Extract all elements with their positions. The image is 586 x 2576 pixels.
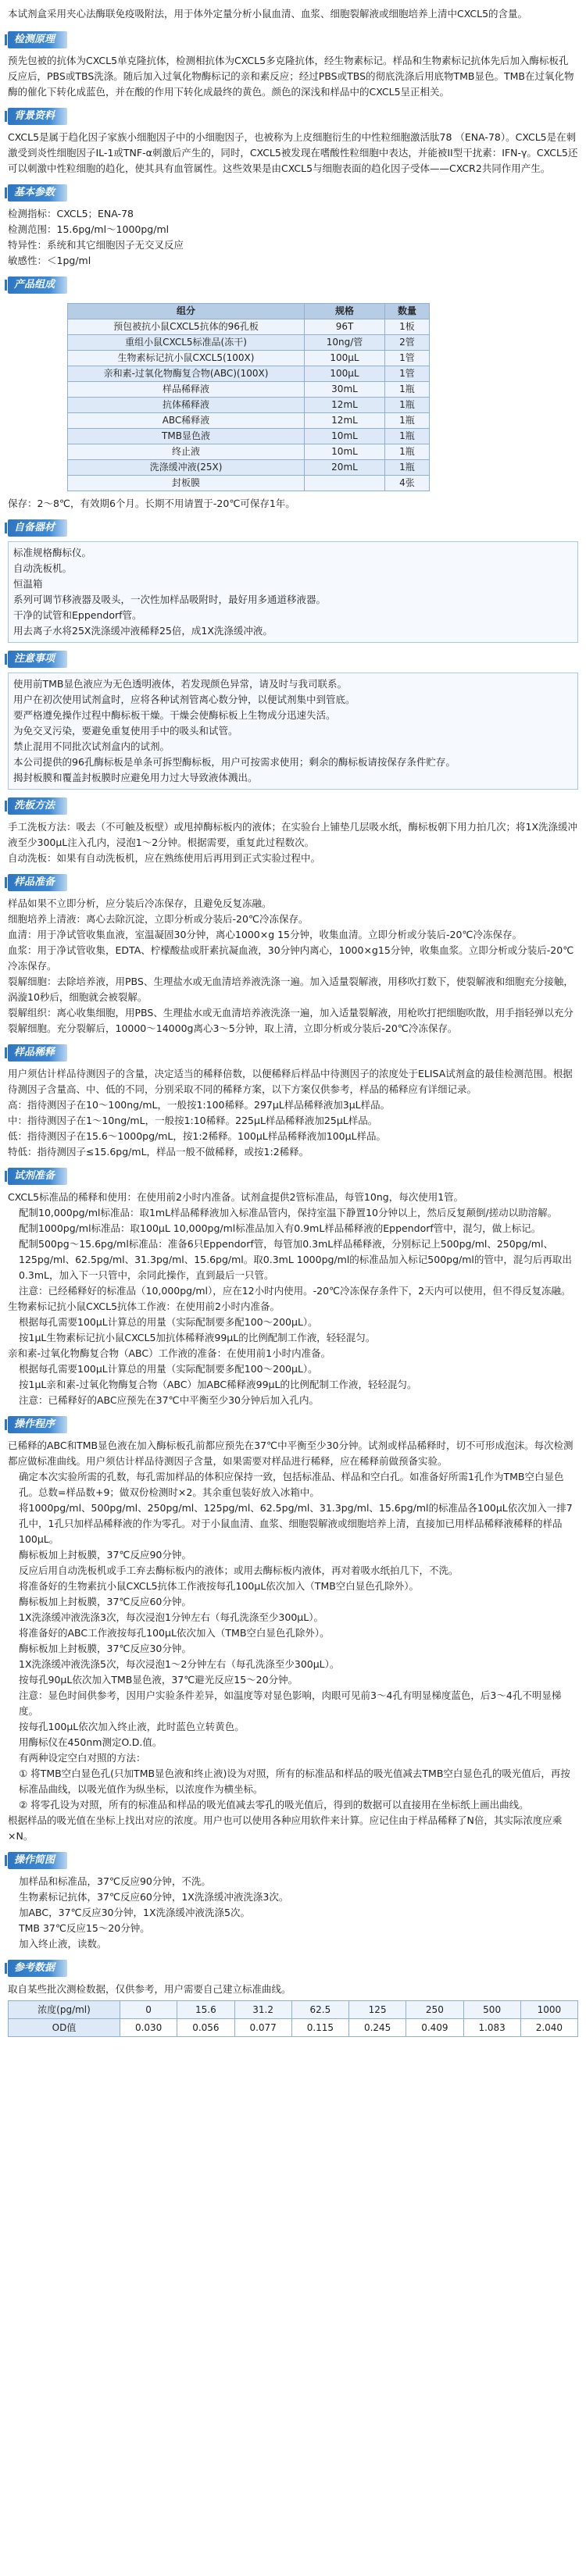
table-cell: 0.030 [120,2019,177,2037]
table-cell: 0 [120,2001,177,2019]
summary-line: 生物素标记抗体，37℃反应60分钟，1X洗涤缓冲液洗涤3次。 [19,1891,289,1903]
section-notes [8,643,578,790]
component-name: 封板膜 [68,476,305,491]
reagent-line: 亲和素-过氧化物酶复合物（ABC）工作液的准备：在使用前1小时内准备。 [8,1347,331,1359]
table-cell: 2.040 [520,2019,577,2037]
basic-line: 特异性：系统和其它细胞因子无交叉反应 [8,239,184,251]
sample-line: 血浆：用于净试管收集，EDTA、柠檬酸盐或肝素抗凝血液，30分钟内离心，1000×g15分钟，收集血浆。立即分析或分装后-20℃冷冻保存。 [8,944,574,972]
background-line: CXCL5是属于趋化因子家族小细胞因子中的小细胞因子，也被称为上皮细胞衍生的中性粒细胞激活肽78 （ENA-78）。CXCL5是在刺激受到炎性细胞因子IL-1或TNF-α刺激后产生的，同时，CXCL5被发现在嗜酸性粒细胞中表达，并能被II型干扰素：IFN-γ。CXCL5还可以刺激中性粒细胞的趋化，使其具有血管属性。这些效果是由CXCL5与细胞表面的趋化因子受体——CXCR2共同作用产生。 [8,131,578,174]
sample-line: 血清：用于净试管收集血液，室温凝固30分钟，离心1000×g 15分钟，收集血清。立即分析或分装后-20℃冷冻保存。 [8,929,522,940]
equipment-line: 恒温箱 [13,578,43,590]
section-title-reagents: 试剂准备 [8,1168,67,1185]
components-table [67,303,430,491]
section-title-dilution: 样品稀释 [8,1044,67,1061]
column-header: 组分 [68,304,305,319]
reagent-line: 配制1000pg/ml标准品：取100μL 10,000pg/ml标准品加入有0.9mL样品稀释液的Eppendorf管中，混匀，做上标记。 [19,1222,541,1234]
sample-line: 样品如果不立即分析，应分装后冷冻保存，且避免反复冻融。 [8,897,272,909]
procedure-line: 将1000pg/ml、500pg/ml、250pg/ml、125pg/ml、62.5pg/ml、31.3pg/ml、15.6pg/ml的标准品各100μL依次加入一排7孔中，1孔只加样品稀释液的作为零孔。对于小鼠血清、血浆、细胞裂解液或细胞培养上清，直接加已用样品稀释液稀释的样品100μL。 [19,1502,573,1545]
section-procedure [8,1408,578,1844]
table-row [68,351,430,366]
procedure-line: 1X洗涤缓冲液洗涤5次，每次浸泡1～2分钟左右（每孔洗涤至少300μL）。 [19,1658,340,1670]
section-title-notes: 注意事项 [8,651,67,668]
dilution-body [8,1066,578,1160]
procedure-line: 按每孔100μL依次加入终止液，此时蓝色立转黄色。 [19,1721,245,1732]
procedure-line: 将准备好的ABC工作液按每孔100μL依次加入（TMB空白显色孔除外）。 [19,1627,330,1639]
equipment-line: 用去离子水将25X洗涤缓冲液稀释25倍，成1X洗涤缓冲液。 [13,625,273,637]
equipment-line: 标准规格酶标仪。 [13,547,92,558]
intro-text: 本试剂盒采用夹心法酶联免疫吸附法，用于体外定量分析小鼠血清、血浆、细胞裂解液或细胞培养上清中CXCL5的含量。 [8,8,528,20]
component-name: 洗涤缓冲液(25X) [68,460,305,476]
sample-line: 裂解组织：离心收集细胞，用PBS、生理盐水或无血清培养液洗涤一遍，加入适量裂解液，用枪吹打把细胞吹散，用手指轻弹以充分裂解细胞。充分裂解后，10000～14000g离心3～5分钟，取上清，立即分析或分装后-20℃冷冻保存。 [8,1007,573,1034]
reference-note: 取自某些批次测检数据，仅供参考，用户需要自己建立标准曲线。 [8,1983,291,1995]
procedure-line: 用酶标仪在450nm测定O.D.值。 [19,1736,163,1748]
section-summary [8,1844,578,1952]
component-qty: 1瓶 [385,382,430,398]
procedure-line: 根据样品的吸光值在坐标上找出对应的浓度。用户也可以使用各种应用软件来计算。应记住由于样品稀释了N倍，其实际浓度应乘×N。 [8,1814,563,1842]
component-qty: 1瓶 [385,444,430,460]
sample-line: 裂解细胞：去除培养液，用PBS、生理盐水或无血清培养液洗涤一遍。加入适量裂解液，用移吹打数下，使裂解液和细胞充分接触，涡漩10秒后，细胞就会被裂解。 [8,976,573,1003]
table-cell: 31.2 [234,2001,291,2019]
section-title-washing: 洗板方法 [8,797,67,815]
procedure-line: 酶标板加上封板膜，37℃反应60分钟。 [19,1596,191,1607]
section-title-reference: 参考数据 [8,1960,67,1977]
component-spec: 12mL [305,398,385,413]
component-name: 亲和素-过氧化物酶复合物(ABC)(100X) [68,366,305,382]
table-row [68,460,430,476]
reagent-line: 注意：已经稀释好的标准品（10,000pg/ml），应在12小时内使用。-20℃冷冻保存条件下，2天内可以使用，但不得反复冻融。 [19,1285,571,1297]
procedure-line: ② 将零孔设为对照，所有的标准品和样品的吸光值减去零孔的吸光值后，得到的数据可以直接用在坐标纸上画出曲线。 [19,1799,529,1811]
equipment-line: 自动洗板机。 [13,562,73,574]
equipment-body [8,541,578,643]
section-title-samples: 样品准备 [8,874,67,891]
procedure-line: 酶标板加上封板膜，37℃反应90分钟。 [19,1549,191,1561]
procedure-line: 有两种设定空白对照的方法： [19,1752,146,1764]
section-principle [8,23,578,100]
table-cell: 62.5 [291,2001,348,2019]
table-cell: 0.245 [349,2019,406,2037]
section-title-background: 背景资料 [8,108,67,125]
table-cell: 0.056 [177,2019,234,2037]
principle-body [8,53,578,100]
washing-body [8,819,578,866]
section-components [8,269,578,512]
note-line: 为免交叉污染，要避免重复使用手中的吸头和试管。 [13,725,238,737]
table-cell: 1000 [520,2001,577,2019]
components-header-row [68,304,430,319]
reagent-line: 按1μL生物素标记抗小鼠CXCL5加抗体稀释液99μL的比例配制工作液，轻轻混匀。 [19,1332,376,1343]
component-spec: 10mL [305,429,385,444]
summary-line: TMB 37℃反应15～20分钟。 [19,1922,150,1934]
component-spec: 100μL [305,366,385,382]
component-qty: 1管 [385,351,430,366]
content [0,6,586,2037]
section-samples [8,866,578,1036]
reagent-line: 生物素标记抗小鼠CXCL5抗体工作液：在使用前2小时内准备。 [8,1300,280,1312]
section-title-summary: 操作简图 [8,1852,67,1869]
component-qty: 1瓶 [385,429,430,444]
column-header: 数量 [385,304,430,319]
summary-body [8,1874,578,1952]
section-reference [8,1952,578,2037]
procedure-line: 按每孔90μL依次加入TMB显色液，37℃避光反应15～20分钟。 [19,1674,298,1686]
table-row [9,2019,578,2037]
table-row [68,444,430,460]
equipment-line: 系列可调节移液器及吸头，一次性加样品吸附时，最好用多通道移液器。 [13,594,327,605]
table-row [68,476,430,491]
table-row [9,2001,578,2019]
component-name: TMB显色液 [68,429,305,444]
section-title-principle: 检测原理 [8,31,67,48]
note-line: 使用前TMB显色液应为无色透明液体，若发现颜色异常，请及时与我司联系。 [13,678,347,690]
summary-line: 加ABC，37℃反应30分钟，1X洗涤缓冲液洗涤5次。 [19,1907,250,1918]
note-line: 用户在初次使用试剂盒时，应将各种试剂管离心数分钟，以便试剂集中到管底。 [13,694,356,705]
summary-line: 加入终止液，读数。 [19,1938,107,1950]
procedure-line: 确定本次实验所需的孔数，每孔需加样品的体积应保持一致，包括标准品、样品和空白孔。如准备好所需1孔作为TMB空白显色孔。总数=样品数+9；做双份检测时×2。其余重包装好放入冰箱中。 [19,1471,564,1498]
notes-body [8,673,578,790]
procedure-body [8,1438,578,1844]
procedure-line: 已稀释的ABC和TMB显色液在加入酶标板孔前都应预先在37℃中平衡至少30分钟。试剂或样品稀释时，切不可形成泡沫。每次检测都应做标准曲线。用户须估计样品待测因子含量，如果需要对样品进行稀释，应在稀释前做预备实验。 [8,1440,573,1467]
component-spec: 96T [305,319,385,335]
section-title-equipment: 自备器材 [8,519,67,537]
reagent-line: 注意：已稀释好的ABC应预先在37℃中平衡至少30分钟后加入孔内。 [19,1394,319,1406]
samples-body [8,896,578,1036]
basic-line: 敏感性：＜1pg/ml [8,255,91,266]
dilution-line: 低：指待测因子在15.6～1000pg/mL，按1:2稀释。100μL样品稀释液加100μL样品。 [8,1130,387,1142]
background-body [8,130,578,177]
basic-line: 检测范围：15.6pg/ml～1000pg/ml [8,223,170,235]
procedure-line: 将准备好的生物素抗小鼠CXCL5抗体工作液按每孔100μL依次加入（TMB空白显色孔除外）。 [19,1580,420,1592]
note-line: 本公司提供的96孔酶标板是单条可拆型酶标板，用户可按需求使用；剩余的酶标板请按保存条件贮存。 [13,756,456,768]
reagent-line: 根据每孔需要100μL计算总的用量（实际配制要多配100～200μL）。 [19,1316,318,1328]
component-qty: 1管 [385,366,430,382]
dilution-line: 用户须估计样品待测因子的含量，决定适当的稀释倍数，以便稀释后样品中待测因子的浓度处于ELISA试剂盒的最佳检测范围。根据待测因子含量高、中、低的不同，分别采取不同的稀释方案，以下方案仅供参考，样品的稀释应有详细记录。 [8,1068,573,1095]
dilution-line: 中：指待测因子在1～10ng/mL，一般按1:10稀释。225μL样品稀释液加25μL样品。 [8,1115,378,1126]
component-spec [305,476,385,491]
section-basic [8,177,578,269]
row-label: OD值 [9,2019,120,2037]
basic-line: 检测指标：CXCL5；ENA-78 [8,208,134,219]
table-row [68,413,430,429]
procedure-line: 反应后用自动洗板机或手工弃去酶标板内的液体；或用去酶标板内液体，再对着吸水纸拍几下，不洗。 [19,1565,459,1576]
summary-line: 加样品和标准品，37℃反应90分钟，不洗。 [19,1875,211,1887]
component-qty: 1瓶 [385,398,430,413]
component-name: 预包被抗小鼠CXCL5抗体的96孔板 [68,319,305,335]
component-name: 终止液 [68,444,305,460]
equipment-line: 干净的试管和Eppendorf管。 [13,609,142,621]
table-row [68,366,430,382]
component-spec: 10ng/管 [305,335,385,351]
section-title-procedure: 操作程序 [8,1416,67,1433]
washing-line: 自动洗板：如果有自动洗板机，应在熟练使用后再用到正式实验过程中。 [8,852,321,864]
component-spec: 30mL [305,382,385,398]
table-row [68,429,430,444]
note-line: 要严格遵免操作过程中酶标板干燥。干燥会使酶标板上生物成分迅速失活。 [13,709,336,721]
table-cell: 0.409 [406,2019,463,2037]
table-row [68,319,430,335]
row-label: 浓度(pg/ml) [9,2001,120,2019]
section-reagents [8,1160,578,1408]
washing-line: 手工洗板方法：吸去（不可触及板壁）或甩掉酶标板内的液体；在实验台上铺垫几层吸水纸，酶标板朝下用力拍几次；将1X洗涤缓冲液至少300μL注入孔内，浸泡1～2分钟。根据需要，重复此过程数次。 [8,821,578,848]
sample-line: 细胞培养上清液：离心去除沉淀，立即分析或分装后-20℃冷冻保存。 [8,913,309,925]
table-row [68,382,430,398]
reagent-line: 按1μL亲和素-过氧化物酶复合物（ABC）加ABC稀释液99μL的比例配制工作液，轻轻混匀。 [19,1379,417,1390]
table-cell: 0.115 [291,2019,348,2037]
component-qty: 2管 [385,335,430,351]
component-name: ABC稀释液 [68,413,305,429]
section-title-components: 产品组成 [8,277,67,294]
table-cell: 1.083 [463,2019,520,2037]
section-washing [8,790,578,866]
table-row [68,335,430,351]
basic-body [8,206,578,269]
table-cell: 125 [349,2001,406,2019]
component-qty: 1瓶 [385,460,430,476]
table-cell: 500 [463,2001,520,2019]
note-line: 禁止混用不同批次试剂盒内的试剂。 [13,740,170,752]
procedure-line: 注意：显色时间供参考，因用户实验条件差异，如温度等对显色影响，肉眼可见前3～4孔有明显梯度蓝色，后3～4孔不明显梯度。 [19,1689,562,1717]
reference-table [8,2000,578,2037]
storage-text: 保存：2～8℃，有效期6个月。长期不用请置于-20℃可保存1年。 [8,498,295,509]
reagent-line: 根据每孔需要100μL计算总的用量（实际配制要多配100～200μL）。 [19,1363,318,1375]
procedure-line: ① 将TMB空白显色孔(只加TMB显色液和终止液)设为对照，所有的标准品和样品的吸光值减去TMB空白显色孔的吸光值后，再按标准品曲线，以吸光值作为纵坐标，以浓度作为横坐标。 [19,1768,570,1795]
component-qty: 4张 [385,476,430,491]
reagents-body [8,1190,578,1408]
reagent-line: 配制10,000pg/ml标准品：取1mL样品稀释液加入标准品管内，保持室温下静置10分钟以上，然后反复颠倒/搓动以助溶解。 [19,1207,558,1218]
component-qty: 1板 [385,319,430,335]
section-equipment [8,512,578,643]
component-name: 重组小鼠CXCL5标准品(冻干) [68,335,305,351]
dilution-line: 特低：指待测因子≤15.6pg/mL，样品一般不做稀释，或按1:2稀释。 [8,1146,309,1158]
procedure-line: 1X洗涤缓冲液洗涤3次，每次浸泡1分钟左右（每孔洗涤至少300μL）。 [19,1611,323,1623]
component-spec: 20mL [305,460,385,476]
principle-line: 预先包被的抗体为CXCL5单克隆抗体，检测相抗体为CXCL5多克隆抗体，经生物素标记。样品和生物素标记抗体先后加入酶标板孔反应后，PBS或TBS洗涤。随后加入过氧化物酶标记的亲和素反应；经过PBS或TBS的彻底洗涤后用底物TMB显色。TMB在过氧化物酶的催化下转化成蓝色，并在酸的作用下转化成最终的黄色。颜色的深浅和样品中的CXCL5呈正相关。 [8,55,574,98]
column-header: 规格 [305,304,385,319]
dilution-line: 高：指待测因子在10～100ng/mL，一般按1:100稀释。297μL样品稀释液加3μL样品。 [8,1099,391,1111]
component-qty: 1瓶 [385,413,430,429]
table-cell: 250 [406,2001,463,2019]
section-dilution [8,1036,578,1160]
section-background [8,100,578,177]
component-spec: 10mL [305,444,385,460]
component-name: 抗体稀释液 [68,398,305,413]
component-name: 样品稀释液 [68,382,305,398]
reagent-line: 配制500pg～15.6pg/ml标准品：准备6只Eppendorf管，每管加0.3mL样品稀释液，分别标记上500pg/ml、250pg/ml、125pg/ml、62.5pg/ml、31.3pg/ml、15.6pg/ml。取0.3mL 1000pg/ml的标准品加入标记500pg/ml的管中，混匀后再取出0.3mL，加入下一只管中，余同此操作，直到最后一只管。 [19,1238,572,1281]
table-cell: 15.6 [177,2001,234,2019]
reagent-line: CXCL5标准品的稀释和使用：在使用前2小时内准备。试剂盒提供2管标准品，每管10ng，每次使用1管。 [8,1191,464,1203]
procedure-line: 酶标板加上封板膜，37℃反应30分钟。 [19,1643,191,1654]
component-spec: 12mL [305,413,385,429]
table-row [68,398,430,413]
note-line: 揭封板膜和覆盖封板膜时应避免用力过大导致液体溅出。 [13,772,258,783]
table-cell: 0.077 [234,2019,291,2037]
component-name: 生物素标记抗小鼠CXCL5(100X) [68,351,305,366]
component-spec: 100μL [305,351,385,366]
section-title-basic: 基本参数 [8,184,67,202]
